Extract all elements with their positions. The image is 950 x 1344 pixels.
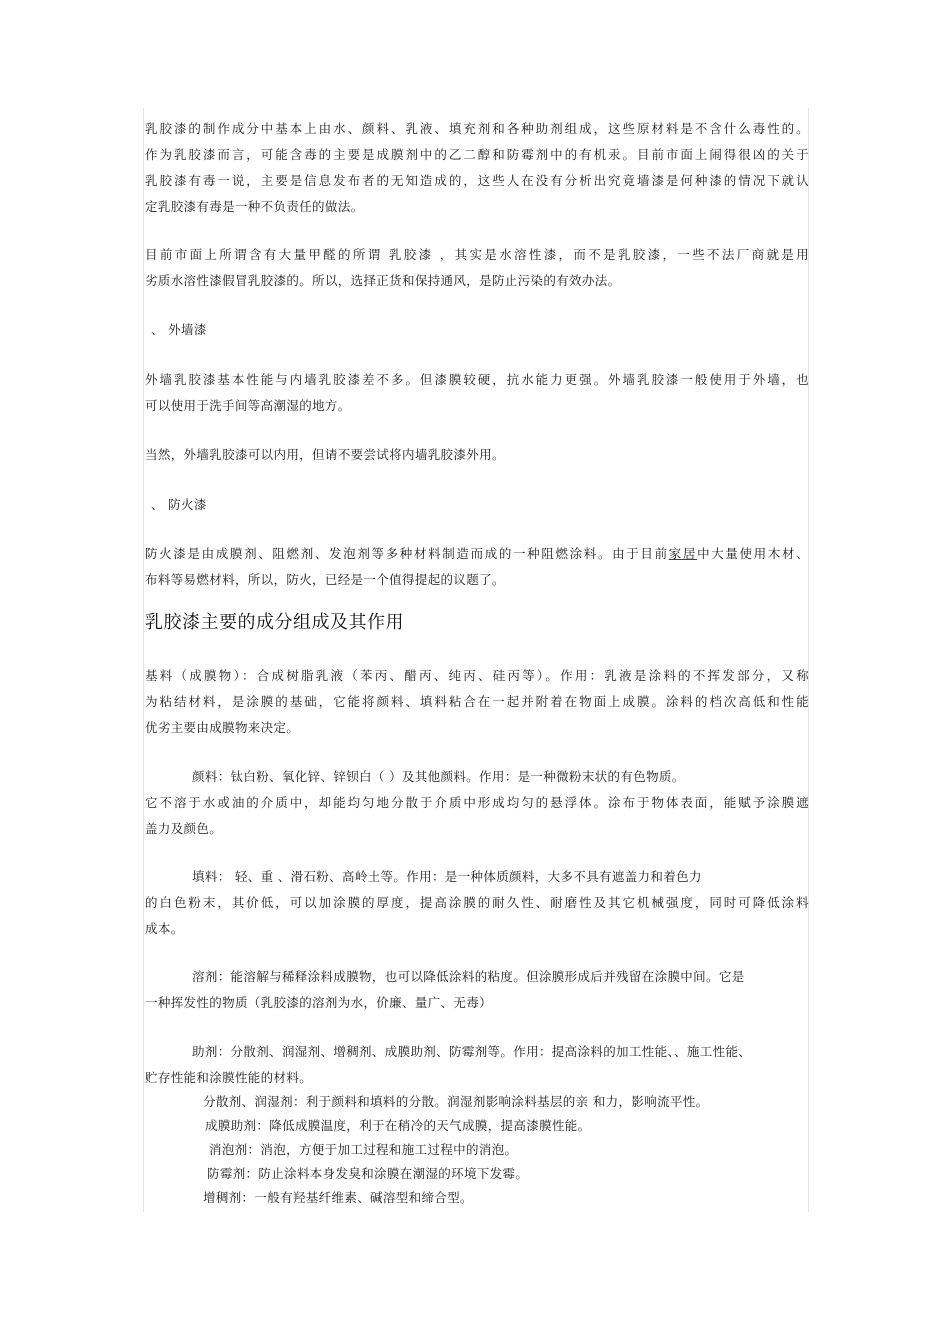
additive-item-coalescent: 成膜助剂：降低成膜温度，利于在稍冷的天气成膜，提高漆膜性能。 <box>205 1118 591 1133</box>
paragraph-1-line-1: 乳胶漆的制作成分中基本上由水、颜料、乳液、填充剂和各种助剂组成，这些原材料是不含什么毒性的。 <box>145 121 809 136</box>
pigment-line-1: 颜料：钛白粉、氧化锌、锌钡白（ ）及其他颜料。作用：是一种微粉末状的有色物质。 <box>192 769 685 784</box>
base-material-line-2: 为粘结材料，是涂膜的基础，它能将颜料、填料粘合在一起并附着在物面上成膜。涂料的档次高低和性能 <box>145 694 809 709</box>
paragraph-4: 当然，外墙乳胶漆可以内用，但请不要尝试将内墙乳胶漆外用。 <box>145 447 505 462</box>
solvent-line-2: 一种挥发性的物质（乳胶漆的溶剂为水，价廉、量广、无毒） <box>145 995 492 1010</box>
paragraph-5-text-b: 中大量使用木材、 <box>697 546 809 561</box>
section-heading: 乳胶漆主要的成分组成及其作用 <box>145 612 404 633</box>
pigment-line-3: 盖力及颜色。 <box>145 821 223 836</box>
additive-line-2: 贮存性能和涂膜性能的材料。 <box>145 1070 313 1085</box>
home-link[interactable]: 家居 <box>668 546 698 561</box>
additive-line-1: 助剂：分散剂、润湿剂、增稠剂、成膜助剂、防霉剂等。作用：提高涂料的加工性能、、施工性能、 <box>192 1044 752 1059</box>
paragraph-3-line-1: 外墙乳胶漆基本性能与内墙乳胶漆差不多。但漆膜较硬，抗水能力更强。外墙乳胶漆一般使用于外墙，也 <box>145 372 809 387</box>
page-border-left <box>143 108 144 1212</box>
solvent-line-1: 溶剂：能溶解与稀释涂料成膜物，也可以降低涂料的粘度。但涂膜形成后并残留在涂膜中间。它是 <box>192 969 745 984</box>
additive-item-defoamer: 消泡剂：消泡，方便于加工过程和施工过程中的消泡。 <box>209 1142 518 1157</box>
pigment-line-2: 它不溶于水或油的介质中，却能均匀地分散于介质中形成均匀的悬浮体。涂布于物体表面，能赋予涂膜遮 <box>145 795 809 810</box>
paragraph-3-line-2: 可以使用于洗手间等高潮湿的地方。 <box>145 398 351 413</box>
additive-item-antifungal: 防霉剂：防止涂料本身发臭和涂膜在潮湿的环境下发霉。 <box>207 1166 529 1181</box>
paragraph-5-line-2: 布料等易燃材料，所以，防火，已经是一个值得提起的议题了。 <box>145 572 505 587</box>
base-material-line-3: 优劣主要由成膜物来决定。 <box>145 720 300 735</box>
base-material-line-1: 基料（成膜物）：合成树脂乳液（苯丙、醋丙、纯丙、硅丙等）。作用：乳液是涂料的不挥发部分，又称 <box>145 668 809 683</box>
paragraph-2-line-1: 目前市面上所谓含有大量甲醛的所谓 乳胶漆 ，其实是水溶性漆，而不是乳胶漆，一些不法厂商就是用 <box>145 247 809 262</box>
additive-item-thickener: 增稠剂：一般有羟基纤维素、碱溶型和缔合型。 <box>203 1190 473 1205</box>
paragraph-1-line-4: 定乳胶漆有毒是一种不负责任的做法。 <box>145 199 364 214</box>
filler-line-1: 填料： 轻、重 、滑石粉、高岭土等。作用：是一种体质颜料，大多不具有遮盖力和着色力 <box>192 869 702 884</box>
page-border-right <box>808 108 809 1212</box>
paragraph-1-line-3: 乳胶漆有毒一说，主要是信息发布者的无知造成的，这些人在没有分析出究竟墙漆是何种漆的情况下就认 <box>145 173 809 188</box>
additive-item-dispersant: 分散剂、润湿剂：利于颜料和填料的分散。润湿剂影响涂料基层的亲 和力，影响流平性。 <box>203 1094 709 1109</box>
subheading-fireproof-paint: 、 防火漆 <box>151 497 207 512</box>
paragraph-1-line-2: 作为乳胶漆而言，可能含毒的主要是成膜剂中的乙二醇和防霉剂中的有机汞。目前市面上闹得很凶的关于 <box>145 147 809 162</box>
paragraph-5-line-1 <box>145 546 809 562</box>
subheading-exterior-paint: 、 外墙漆 <box>151 322 207 337</box>
filler-line-2: 的白色粉末，其价低，可以加涂膜的厚度，提高涂膜的耐久性、耐磨性及其它机械强度，同时可降低涂料 <box>145 895 809 910</box>
paragraph-5-text-a: 防火漆是由成膜剂、阻燃剂、发泡剂等多种材料制造而成的一种阻燃涂料。由于目前 <box>145 546 669 561</box>
filler-line-3: 成本。 <box>145 921 184 936</box>
paragraph-2-line-2: 劣质水溶性漆假冒乳胶漆的。所以，选择正货和保持通风，是防止污染的有效办法。 <box>145 273 621 288</box>
